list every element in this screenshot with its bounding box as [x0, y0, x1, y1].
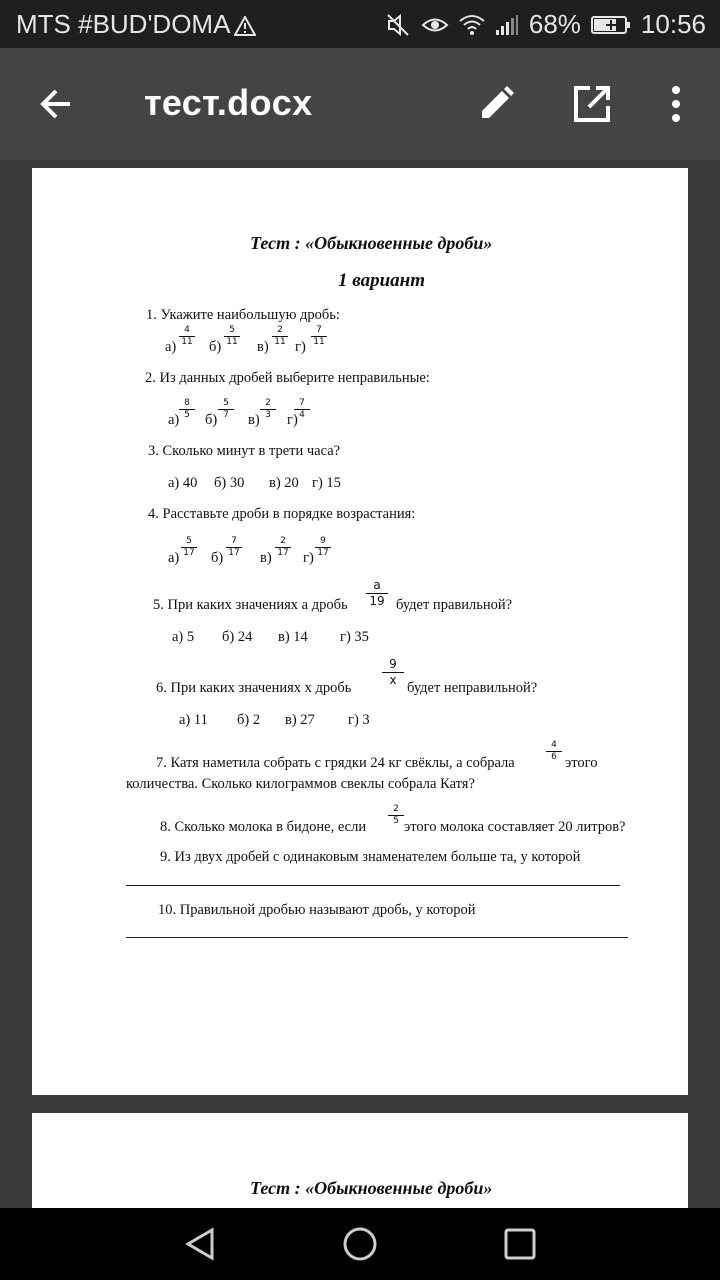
question-10: 10. Правильной дробью называют дробь, у которой: [158, 902, 476, 918]
answer-option: а) 11: [179, 712, 208, 728]
question-8-cont: этого молока составляет 20 литров?: [404, 819, 626, 835]
mute-icon: [385, 12, 411, 38]
answer-line: [126, 937, 628, 938]
arrow-back-icon[interactable]: [36, 84, 76, 124]
navigation-bar: [0, 1208, 720, 1280]
battery-percent: 68%: [528, 9, 581, 39]
option-label: а): [168, 412, 180, 428]
fraction: 9 17: [315, 536, 331, 559]
status-left: [16, 9, 256, 40]
pencil-icon[interactable]: [476, 84, 516, 124]
test-title: Тест : «Обыкновенные дроби»: [250, 233, 493, 253]
more-vert-icon[interactable]: [660, 84, 692, 124]
answer-option: б) 30: [214, 475, 245, 491]
answer-option: г) 35: [340, 629, 369, 645]
option-label: в): [248, 412, 260, 428]
question-5: 5. При каких значениях а дробь: [153, 597, 348, 613]
option-label: б): [205, 412, 218, 428]
question-2: 2. Из данных дробей выберите неправильные:: [145, 370, 430, 386]
answer-option: а) 40: [168, 475, 198, 491]
nav-recents-icon[interactable]: [502, 1226, 538, 1262]
fraction: 7 4: [294, 398, 310, 421]
fraction: 2 3: [260, 398, 276, 421]
answer-option: в) 27: [285, 712, 315, 728]
answer-line: [126, 885, 620, 886]
question-4: 4. Расставьте дроби в порядке возрастания:: [148, 506, 416, 522]
option-label: в): [260, 550, 272, 566]
warning-icon: [234, 16, 256, 36]
fraction: 7 11: [311, 325, 327, 348]
document-page-2: [32, 1113, 688, 1208]
fraction: 5 7: [218, 398, 234, 421]
eye-icon: [421, 14, 449, 36]
carrier-name: MTS #BUD'DOMA: [16, 9, 231, 39]
clock: 10:56: [640, 9, 706, 39]
fraction: 5 17: [181, 536, 197, 559]
answer-option: г) 15: [312, 475, 341, 491]
option-label: а): [165, 339, 177, 355]
answer-option: б) 24: [222, 629, 253, 645]
option-label: г): [303, 550, 314, 566]
wifi-icon: [459, 14, 485, 36]
nav-home-icon[interactable]: [342, 1226, 378, 1262]
fraction: 4 11: [179, 325, 195, 348]
document-viewer[interactable]: [0, 160, 720, 1208]
question-6: 6. При каких значениях х дробь: [156, 680, 352, 696]
question-5-cont: будет правильной?: [396, 597, 513, 613]
option-label: б): [209, 339, 222, 355]
document-page-1: [32, 168, 688, 1095]
answer-option: б) 2: [237, 712, 261, 728]
option-label: г): [287, 412, 298, 428]
variant-heading: 1 вариант: [338, 270, 426, 291]
question-7-cont: этого: [565, 755, 598, 771]
status-right: [385, 9, 706, 40]
answer-option: в) 20: [269, 475, 299, 491]
fraction: 2 5: [388, 804, 404, 827]
fraction: 8 5: [179, 398, 195, 421]
question-7-line2: количества. Сколько килограммов свеклы собрала Катя?: [126, 776, 475, 792]
fraction: 7 17: [226, 536, 242, 559]
open-in-new-icon[interactable]: [572, 84, 612, 124]
document-title: тест.docx: [144, 82, 313, 123]
fraction: 9 x: [382, 657, 404, 688]
question-3: 3. Сколько минут в трети часа?: [148, 443, 341, 459]
option-label: г): [295, 339, 306, 355]
question-8: 8. Сколько молока в бидоне, если: [160, 819, 367, 835]
fraction: 5 11: [224, 325, 240, 348]
answer-option: г) 3: [348, 712, 370, 728]
question-6-cont: будет неправильной?: [407, 680, 538, 696]
answer-option: а) 5: [172, 629, 195, 645]
fraction: 4 6: [546, 740, 562, 763]
answer-option: в) 14: [278, 629, 308, 645]
signal-icon: [495, 14, 519, 36]
fraction: a 19: [366, 578, 388, 609]
option-label: а): [168, 550, 180, 566]
fraction: 2 17: [275, 536, 291, 559]
question-7: 7. Катя наметила собрать с грядки 24 кг свёклы, а собрала: [156, 755, 515, 771]
option-label: б): [211, 550, 224, 566]
fraction: 2 11: [272, 325, 288, 348]
battery-charging-icon: [591, 14, 631, 36]
question-9: 9. Из двух дробей с одинаковым знаменателем больше та, у которой: [160, 849, 581, 865]
test-title: Тест : «Обыкновенные дроби»: [250, 1178, 493, 1198]
nav-back-icon[interactable]: [182, 1226, 218, 1262]
question-1: 1. Укажите наибольшую дробь:: [146, 307, 340, 323]
status-bar: [0, 0, 720, 48]
app-bar: [0, 48, 720, 160]
option-label: в): [257, 339, 269, 355]
